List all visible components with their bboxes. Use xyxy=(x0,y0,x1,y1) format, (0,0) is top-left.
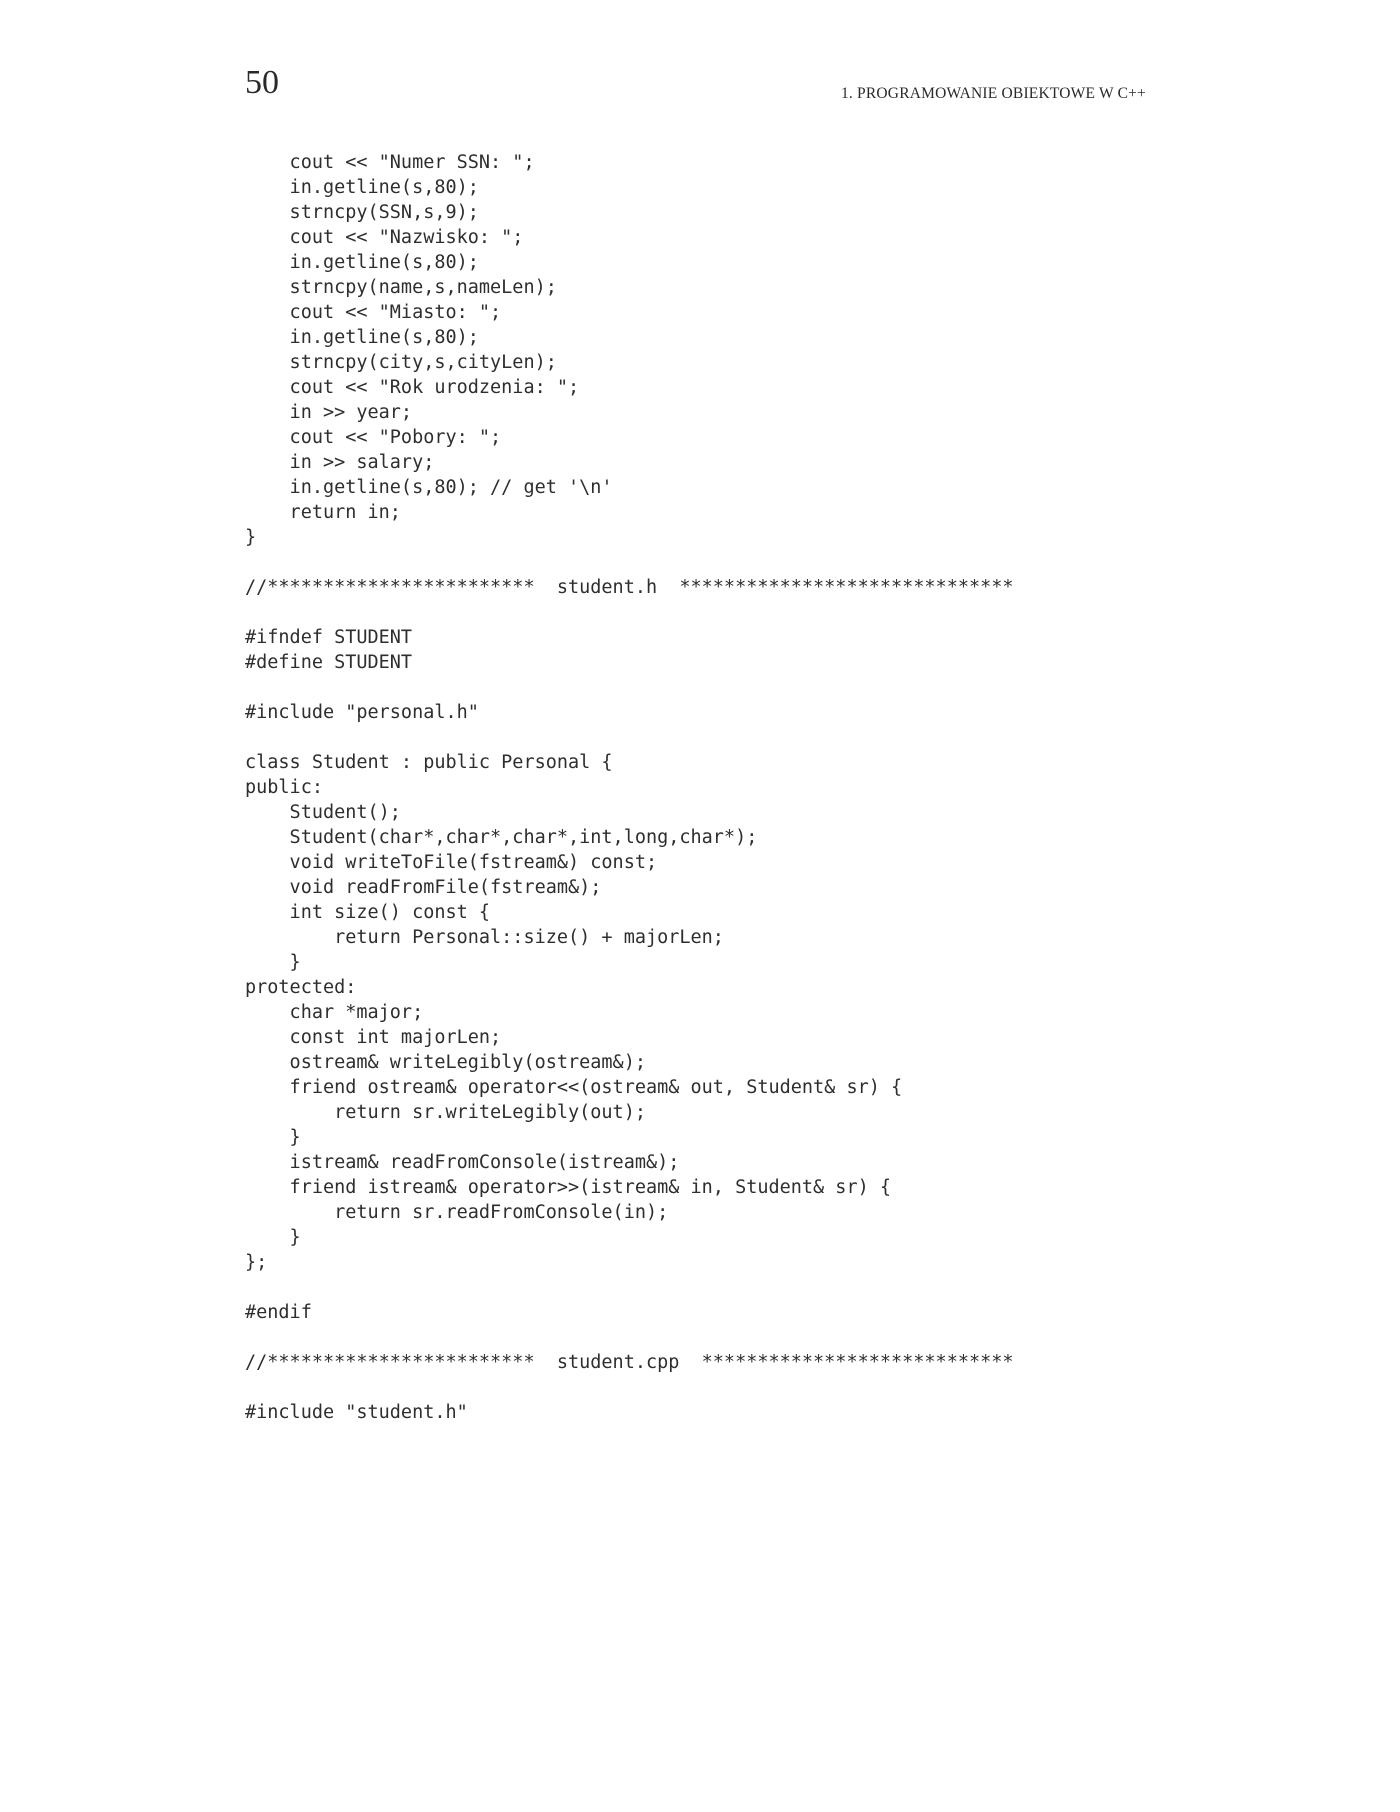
code-line: #endif xyxy=(245,1302,312,1323)
code-listing xyxy=(245,150,1014,1425)
code-line xyxy=(245,725,1014,750)
code-line: char *major; xyxy=(245,1002,424,1023)
code-line: strncpy(city,s,cityLen); xyxy=(245,352,557,373)
code-line: ostream& writeLegibly(ostream&); xyxy=(245,1052,646,1073)
code-line xyxy=(245,1375,1014,1400)
code-line: in >> year; xyxy=(245,402,413,423)
code-line: //************************ student.cpp **************************** xyxy=(245,1352,1014,1373)
code-line: return in; xyxy=(245,502,401,523)
code-line: cout << "Pobory: "; xyxy=(245,427,502,448)
page-number: 50 xyxy=(245,64,279,101)
code-line xyxy=(245,1325,1014,1350)
code-line: return Personal::size() + majorLen; xyxy=(245,927,724,948)
code-line: } xyxy=(245,952,301,973)
code-line: in.getline(s,80); // get '\n' xyxy=(245,477,613,498)
code-line xyxy=(245,600,1014,625)
code-line: return sr.writeLegibly(out); xyxy=(245,1102,646,1123)
code-line: }; xyxy=(245,1252,268,1273)
code-line: strncpy(name,s,nameLen); xyxy=(245,277,557,298)
code-line: strncpy(SSN,s,9); xyxy=(245,202,479,223)
code-line: return sr.readFromConsole(in); xyxy=(245,1202,669,1223)
code-line: friend ostream& operator<<(ostream& out, Student& sr) { xyxy=(245,1077,903,1098)
code-line: void writeToFile(fstream&) const; xyxy=(245,852,658,873)
code-line: } xyxy=(245,1227,301,1248)
code-line: const int majorLen; xyxy=(245,1027,502,1048)
code-line: //************************ student.h ****************************** xyxy=(245,577,1014,598)
code-line: cout << "Rok urodzenia: "; xyxy=(245,377,580,398)
code-line: #ifndef STUDENT xyxy=(245,627,413,648)
code-line: cout << "Numer SSN: "; xyxy=(245,152,535,173)
code-line: #include "student.h" xyxy=(245,1402,468,1423)
code-line: cout << "Nazwisko: "; xyxy=(245,227,524,248)
code-line xyxy=(245,1275,1014,1300)
running-header: 1. PROGRAMOWANIE OBIEKTOWE W C++ xyxy=(840,85,1146,102)
code-line: } xyxy=(245,527,257,548)
code-line: int size() const { xyxy=(245,902,491,923)
code-line: cout << "Miasto: "; xyxy=(245,302,502,323)
code-line: istream& readFromConsole(istream&); xyxy=(245,1152,680,1173)
code-line: public: xyxy=(245,777,323,798)
code-line: friend istream& operator>>(istream& in, Student& sr) { xyxy=(245,1177,892,1198)
code-line xyxy=(245,675,1014,700)
code-line: } xyxy=(245,1127,301,1148)
code-line: #include "personal.h" xyxy=(245,702,479,723)
code-line xyxy=(245,550,1014,575)
code-line: in.getline(s,80); xyxy=(245,327,479,348)
code-line: in.getline(s,80); xyxy=(245,252,479,273)
code-line: in >> salary; xyxy=(245,452,435,473)
code-line: #define STUDENT xyxy=(245,652,413,673)
code-line: protected: xyxy=(245,977,357,998)
code-line: Student(char*,char*,char*,int,long,char*); xyxy=(245,827,758,848)
code-line: void readFromFile(fstream&); xyxy=(245,877,602,898)
code-line: Student(); xyxy=(245,802,401,823)
code-line: class Student : public Personal { xyxy=(245,752,613,773)
code-line: in.getline(s,80); xyxy=(245,177,479,198)
